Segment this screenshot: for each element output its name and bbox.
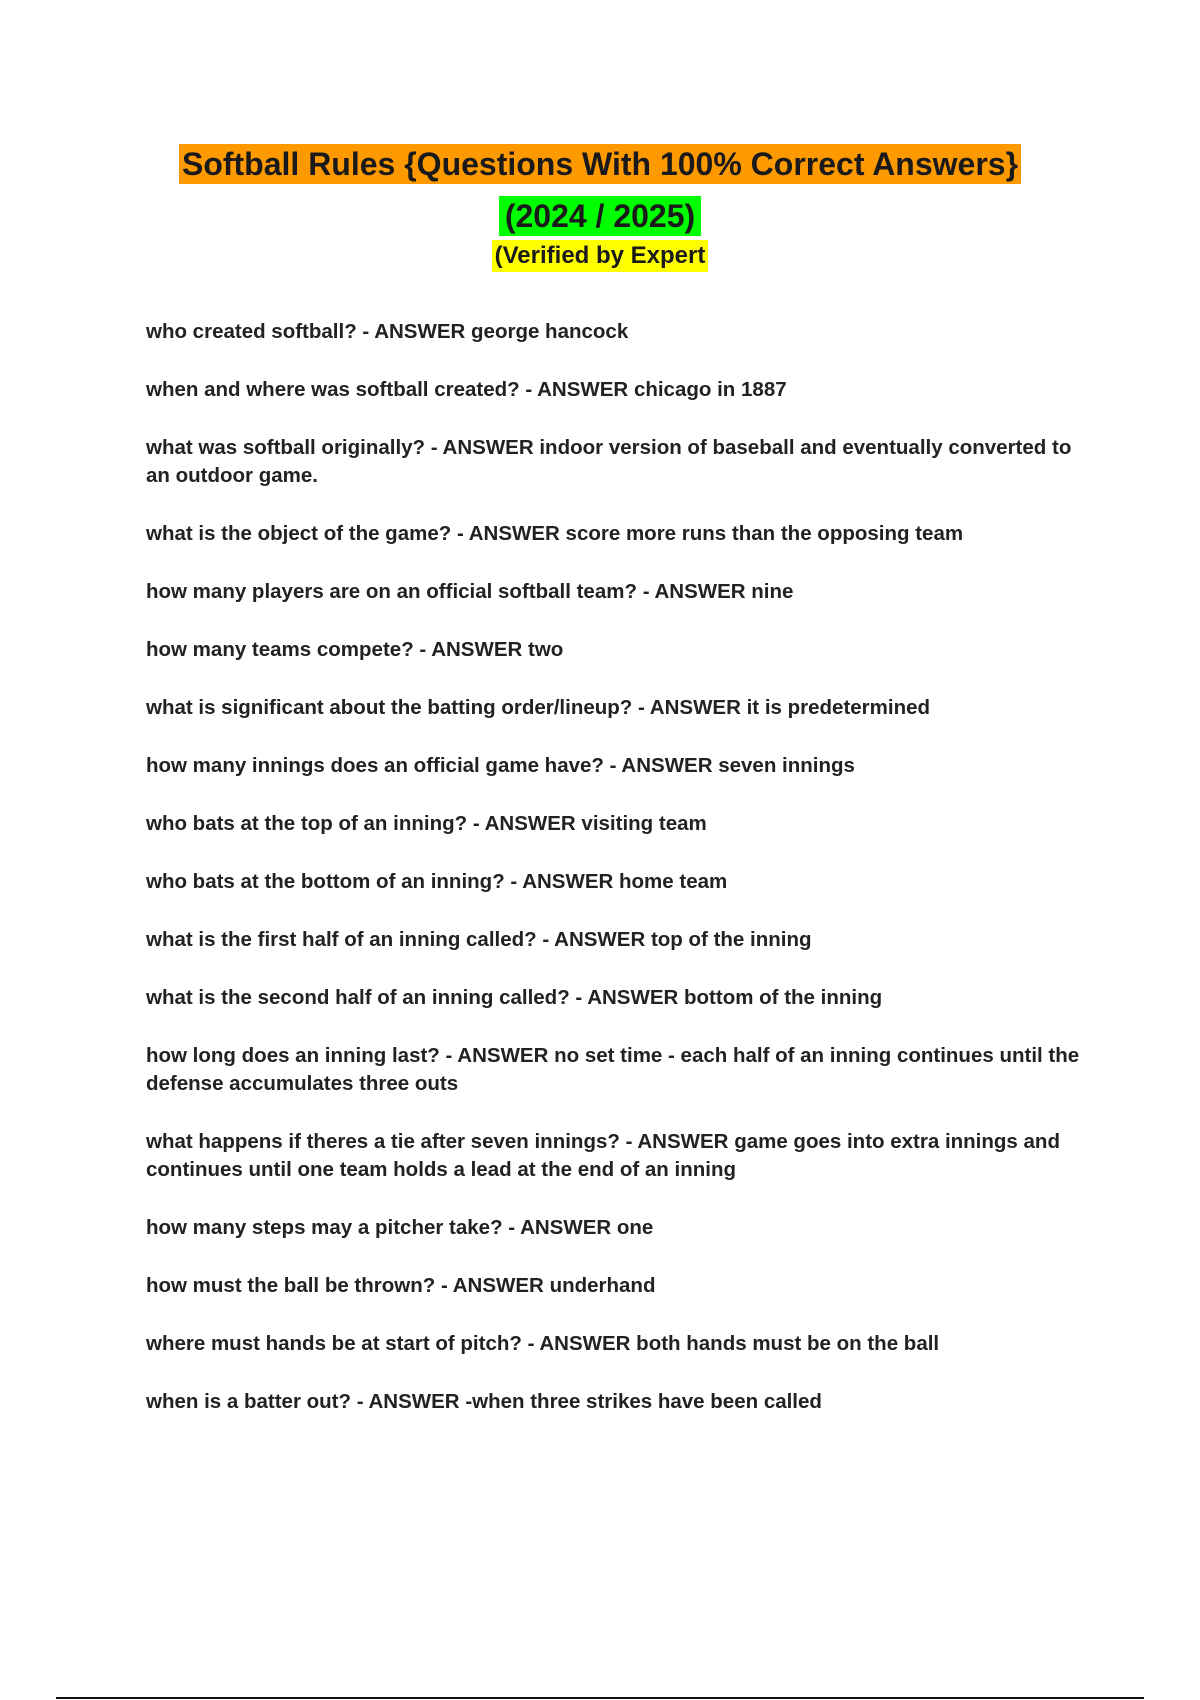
question-text: who bats at the bottom of an inning? [146,870,505,893]
answer-text: -when three strikes have been called [465,1390,822,1413]
answer-label: ANSWER [654,580,746,603]
answer-text: nine [751,580,794,603]
question-separator: - [502,1216,516,1239]
question-separator: - [439,1044,453,1067]
answer-text: seven innings [718,754,855,777]
question-text: who created softball? [146,320,357,343]
question-text: what happens if theres a tie after seven innings? [146,1130,620,1153]
question-separator: - [632,696,645,719]
question-text: what is the object of the game? [146,522,452,545]
document-year: (2024 / 2025) [499,196,701,236]
answer-label: ANSWER [457,1044,549,1067]
qa-item [146,318,1096,346]
answer-text: underhand [549,1274,656,1297]
answer-label: ANSWER [484,812,576,835]
answer-text: two [528,638,564,661]
qa-item [146,1388,1096,1416]
answer-label: ANSWER [431,638,523,661]
answer-text: george hancock [471,320,629,343]
answer-text: it is predetermined [746,696,931,719]
question-text: when is a batter out? [146,1390,352,1413]
qa-item [146,810,1096,838]
answer-label: ANSWER [537,378,629,401]
qa-item [146,1128,1096,1184]
question-separator: - [536,928,550,951]
footer-rule [56,1697,1144,1699]
question-text: where must hands be at start of pitch? [146,1332,522,1355]
answer-text: game goes into extra innings and continues until one team holds a lead at the end of an inning [146,1130,1060,1181]
answer-label: ANSWER [587,986,679,1009]
question-text: what is the first half of an inning called? [146,928,537,951]
qa-item [146,984,1096,1012]
question-separator: - [435,1274,448,1297]
answer-label: ANSWER [621,754,713,777]
qa-item [146,376,1096,404]
answer-text: visiting team [581,812,707,835]
question-separator: - [413,638,427,661]
question-text: how many teams compete? [146,638,414,661]
answer-text: home team [619,870,728,893]
answer-label: ANSWER [554,928,646,951]
qa-item [146,868,1096,896]
answer-text: chicago in 1887 [633,378,787,401]
question-text: what was softball originally? [146,436,426,459]
question-text: how many innings does an official game have? [146,754,604,777]
answer-text: score more runs than the opposing team [565,522,964,545]
answer-text: both hands must be on the ball [636,1332,940,1355]
question-separator: - [519,378,533,401]
question-separator: - [504,870,518,893]
answer-label: ANSWER [374,320,466,343]
question-text: how many steps may a pitcher take? [146,1216,503,1239]
question-text: what is the second half of an inning called? [146,986,570,1009]
verified-label: (Verified by Expert [492,240,709,272]
answer-label: ANSWER [520,1216,612,1239]
answer-label: ANSWER [452,1274,544,1297]
document-title: Softball Rules {Questions With 100% Correct Answers} [179,144,1021,184]
answer-label: ANSWER [649,696,741,719]
qa-item [146,1272,1096,1300]
question-separator: - [356,320,370,343]
qa-item [146,1330,1096,1358]
qa-item [146,926,1096,954]
answer-label: ANSWER [539,1332,631,1355]
question-text: how must the ball be thrown? [146,1274,436,1297]
qa-item [146,636,1096,664]
question-separator: - [521,1332,535,1355]
question-text: who bats at the top of an inning? [146,812,468,835]
qa-list [146,318,1096,1446]
question-text: how long does an inning last? [146,1044,440,1067]
question-text: how many players are on an official softball team? [146,580,637,603]
qa-item [146,578,1096,606]
qa-item [146,520,1096,548]
answer-text: no set time - each half of an inning continues until the defense accumulates three outs [146,1044,1080,1095]
question-separator: - [451,522,464,545]
answer-label: ANSWER [368,1390,460,1413]
question-separator: - [637,580,650,603]
question-text: when and where was softball created? [146,378,520,401]
question-separator: - [467,812,480,835]
answer-text: indoor version of baseball and eventually converted to an outdoor game. [146,436,1072,487]
question-separator: - [619,1130,633,1153]
question-separator: - [351,1390,364,1413]
question-separator: - [569,986,583,1009]
answer-label: ANSWER [637,1130,729,1153]
answer-text: top of the inning [650,928,812,951]
answer-label: ANSWER [468,522,560,545]
title-block [0,144,1200,272]
qa-item [146,752,1096,780]
qa-item [146,1042,1096,1098]
question-separator: - [603,754,617,777]
qa-item [146,1214,1096,1242]
qa-item [146,694,1096,722]
answer-label: ANSWER [522,870,614,893]
question-separator: - [425,436,438,459]
answer-text: bottom of the inning [684,986,883,1009]
answer-text: one [616,1216,654,1239]
qa-item [146,434,1096,490]
question-text: what is significant about the batting order/lineup? [146,696,633,719]
answer-label: ANSWER [442,436,534,459]
